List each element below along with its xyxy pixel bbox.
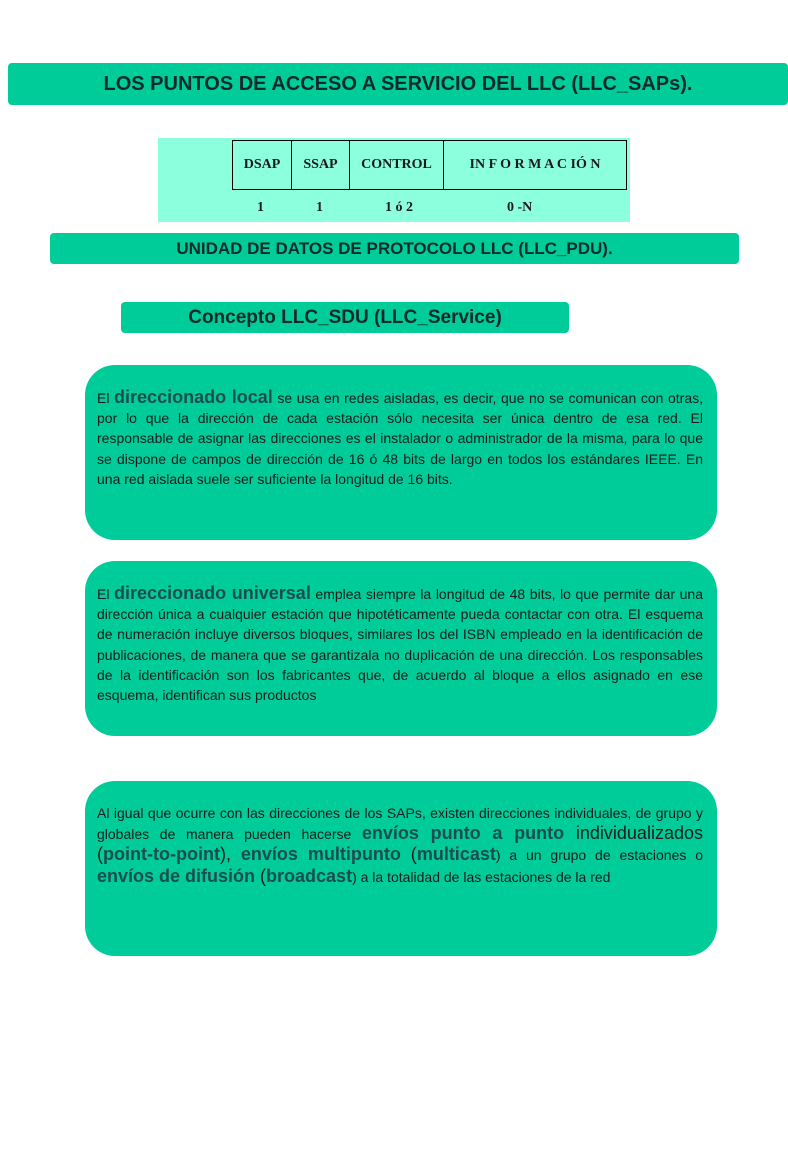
card-transmission-types — [85, 781, 717, 956]
card3-text-1: Al igual que ocurre con las direcciones de los SAPs, existen direcciones individuales, de grupo y globales de manera pueden hacerse — [97, 805, 703, 843]
frame-fields-row — [233, 141, 627, 190]
card-universal-addressing — [85, 561, 717, 736]
card3-text-7: ) a la totalidad de las estaciones de la red — [352, 868, 611, 885]
size-ssap: 1 — [316, 200, 323, 215]
page-title: LOS PUNTOS DE ACCESO A SERVICIO DEL LLC (LLC_SAPs). — [8, 63, 788, 105]
card1-emphasis: direccionado local — [114, 387, 273, 407]
card3-emphasis-2: point-to-point — [103, 844, 220, 865]
card3-emphasis-1: envíos punto a punto — [361, 823, 565, 844]
card2-emphasis: direccionado universal — [114, 583, 311, 603]
card1-text-2: se usa en redes aisladas, es decir, que no se comunican con otras, por lo que la dirección de cada estación sólo necesita ser única dentro de esa red. El responsable de asignar las direcciones es el instalador o administrador de la misma, para lo que se dispone de campos de dirección de 16 ó 48 bits de largo en todos los estándares IEEE. En una red aislada suele ser suficiente la longitud de 16 bits. — [97, 390, 704, 487]
size-dsap: 1 — [257, 200, 264, 215]
field-informacion: IN F O R M A C IÓ N — [444, 141, 627, 190]
card3-emphasis-3: envíos multipunto — [240, 844, 401, 865]
card3-text-6: ( — [255, 865, 267, 886]
field-dsap: DSAP — [233, 141, 292, 190]
field-control: CONTROL — [350, 141, 444, 190]
frame-fields-table — [232, 140, 627, 190]
card3-emphasis-6: broadcast — [266, 865, 353, 886]
size-control: 1 ó 2 — [385, 200, 413, 215]
card3-text-5: ) a un grupo de estaciones o — [495, 847, 703, 864]
card2-text-1: El — [97, 586, 115, 602]
card3-emphasis-5: envíos de difusión — [97, 865, 256, 886]
card2-text-2: emplea siempre la longitud de 48 bits, lo que permite dar una dirección única a cualquier estación que hipotéticamente pueda contactar con otra. El esquema de numeración incluye diversos bloques, similares los del ISBN empleado en la identificación de publicaciones, de manera que se garantizala no duplicación de una dirección. Los responsables de la identificación son los fabricantes que, de acuerdo al bloque a ellos asignado en ese esquema, identifican sus productos — [97, 586, 703, 704]
card3-emphasis-4: multicast — [416, 844, 496, 865]
card3-text-4: ( — [400, 844, 417, 865]
field-ssap: SSAP — [292, 141, 350, 190]
size-informacion: 0 -N — [507, 200, 533, 215]
card-local-addressing — [85, 365, 717, 540]
pdu-label: UNIDAD DE DATOS DE PROTOCOLO LLC (LLC_PDU). — [50, 233, 739, 264]
llc-pdu-frame-diagram — [158, 138, 630, 222]
card3-text-2: individualizados ( — [97, 823, 703, 865]
sdu-label: Concepto LLC_SDU (LLC_Service) — [121, 302, 569, 333]
card3-text-3: ), — [219, 844, 241, 865]
card1-text-1: El — [97, 390, 115, 406]
